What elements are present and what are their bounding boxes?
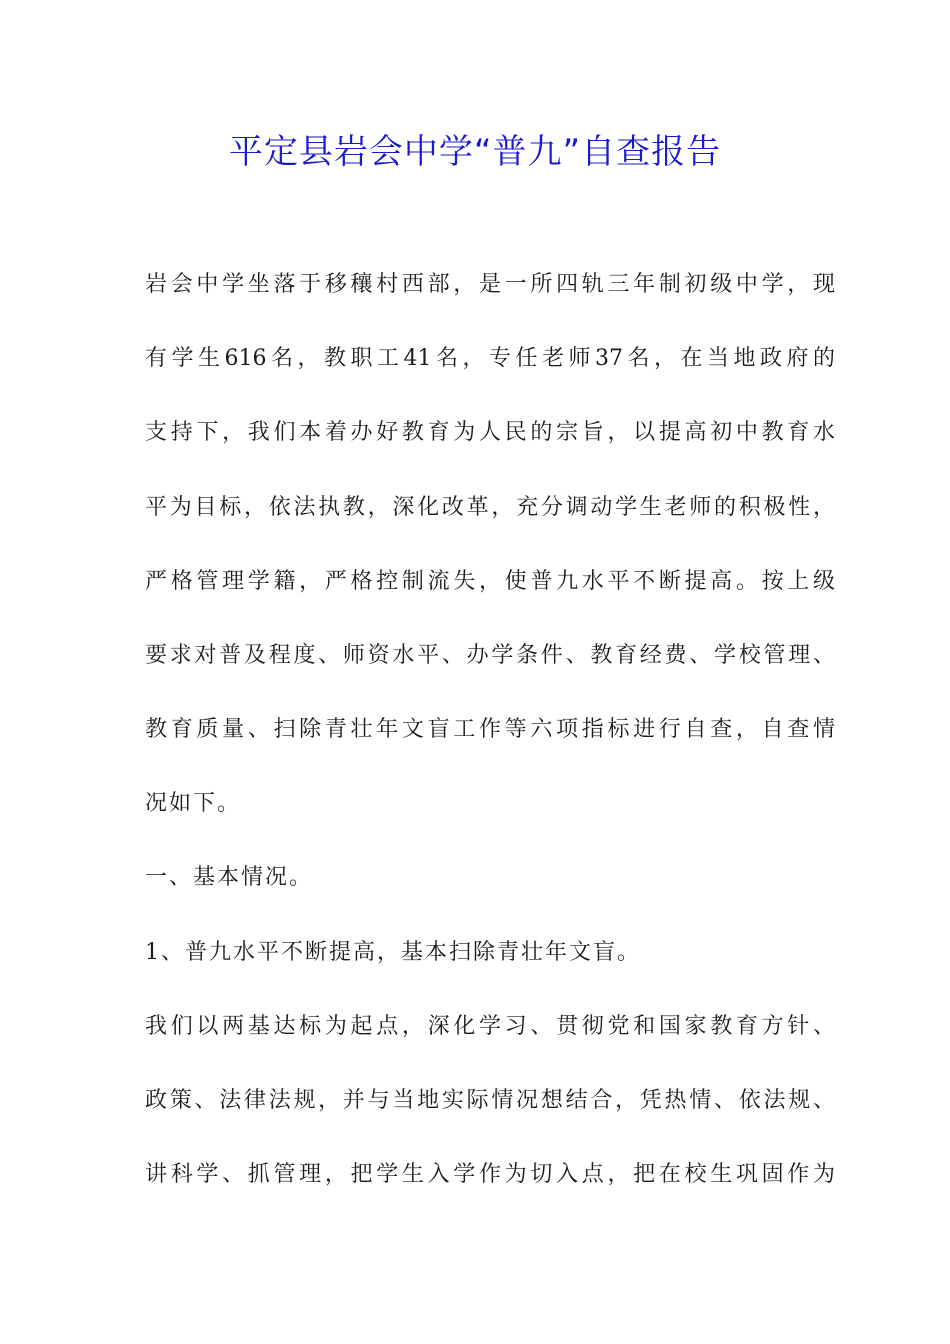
- document-title: 平定县岩会中学“普九”自查报告: [228, 132, 722, 172]
- body-line: 岩会中学坐落于移穰村西部，是一所四轨三年制初级中学，现: [145, 272, 835, 297]
- body-line: 教育质量、扫除青壮年文盲工作等六项指标进行自查，自查情: [145, 717, 835, 742]
- body-line: 平为目标，依法执教，深化改革，充分调动学生老师的积极性，: [145, 495, 835, 520]
- body-line: 讲科学、抓管理，把学生入学作为切入点，把在校生巩固作为: [145, 1162, 835, 1187]
- body-line: 支持下，我们本着办好教育为人民的宗旨，以提高初中教育水: [145, 420, 835, 445]
- body-line: 严格管理学籍，严格控制流失，使普九水平不断提高。按上级: [145, 569, 835, 594]
- subsection-heading: 1、普九水平不断提高，基本扫除青壮年文盲。: [145, 940, 641, 965]
- body-line: 我们以两基达标为起点，深化学习、贯彻党和国家教育方针、: [145, 1014, 835, 1039]
- body-line: 况如下。: [145, 791, 242, 816]
- section-heading: 一、基本情况。: [145, 865, 314, 890]
- body-line: 有学生616名，教职工41名，专任老师37名，在当地政府的: [145, 346, 835, 371]
- body-line: 政策、法律法规，并与当地实际情况想结合，凭热情、依法规、: [145, 1088, 835, 1113]
- body-line: 要求对普及程度、师资水平、办学条件、教育经费、学校管理、: [145, 643, 835, 668]
